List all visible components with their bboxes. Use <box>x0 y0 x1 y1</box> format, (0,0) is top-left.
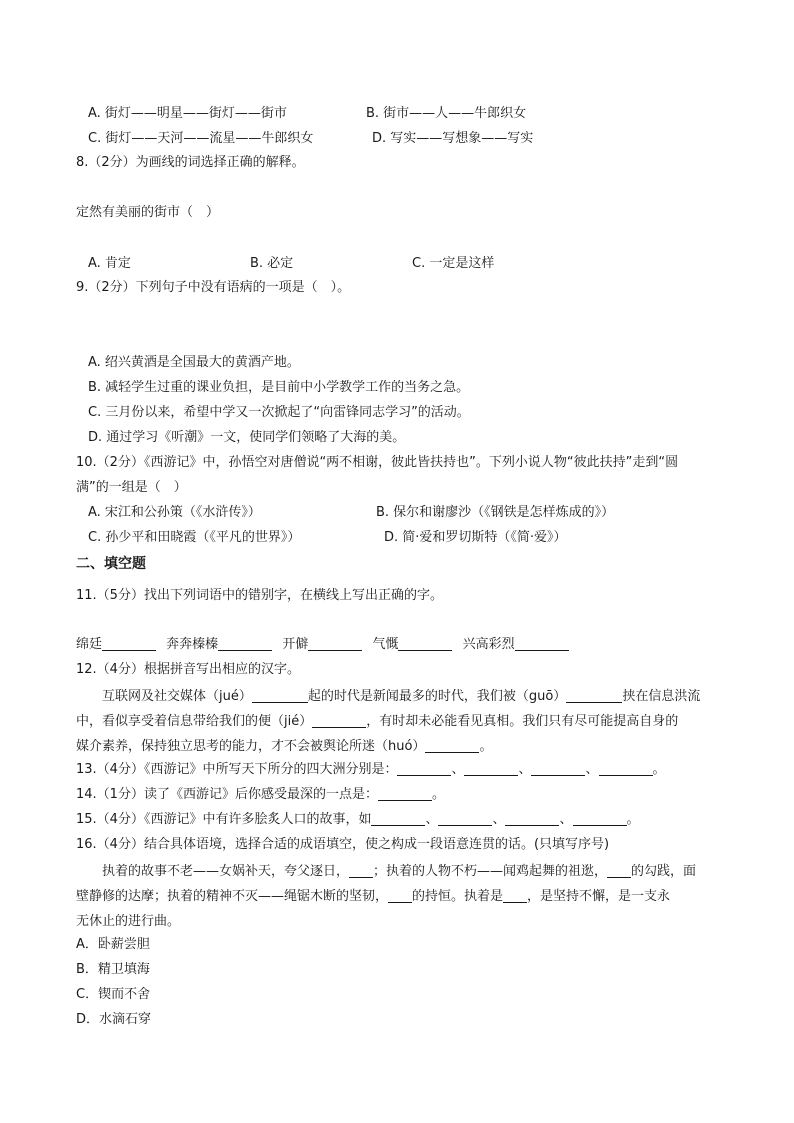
q12-blank-1[interactable] <box>252 688 308 703</box>
q16-blank-4[interactable] <box>503 888 527 903</box>
q12-passage <box>76 684 721 759</box>
q16-blank-1[interactable] <box>349 863 373 878</box>
q10-option-c: C. 孙少平和田晓霞（《平凡的世界》） <box>88 530 301 545</box>
q13-blank-2[interactable] <box>464 761 518 776</box>
q9-option-d: D. 通过学习《听潮》一文，使同学们领略了大海的美。 <box>88 430 406 445</box>
q12-text-5: ，有时却未必能看见真相。我们只有尽可能提高自身的 <box>366 714 679 729</box>
q9-option-b: B. 减轻学生过重的课业负担，是目前中小学教学工作的当务之急。 <box>88 380 470 395</box>
q11-blank-1[interactable] <box>102 636 156 651</box>
q13-sep-1: 、 <box>451 762 465 777</box>
q15-blank-2[interactable] <box>438 811 492 826</box>
q11-word-2: 奔奔榛榛 <box>166 637 219 652</box>
q15-heading: 15.（4分）《西游记》中有许多脍炙人口的故事，如 <box>76 812 372 827</box>
q16-option-c: C．锲而不舍 <box>76 987 151 1002</box>
q16-text-2a: 壁静修的达摩；执着的精神不灭——绳锯木断的坚韧， <box>76 889 389 904</box>
q8-sentence: 定然有美丽的街市（ ） <box>76 205 220 220</box>
q8-option-c: C. 一定是这样 <box>412 256 495 271</box>
q15-blank-3[interactable] <box>505 811 559 826</box>
q11-word-1: 绵廷 <box>76 637 103 652</box>
q8-option-b: B. 必定 <box>250 256 294 271</box>
q9-option-c: C. 三月份以来，希望中学又一次掀起了“向雷锋同志学习”的活动。 <box>88 405 470 420</box>
q12-text-6: 媒介素养，保持独立思考的能力，才不会被舆论所迷（huó） <box>76 739 426 754</box>
q16-text-1a: 执着的故事不老——女娲补天，夸父逐日， <box>102 864 350 879</box>
q16-text-1b: ；执着的人物不朽——闻鸡起舞的祖逖， <box>373 864 608 879</box>
q16-option-a: A．卧薪尝胆 <box>76 937 150 952</box>
q11-word-4: 气慨 <box>372 637 399 652</box>
q16-text-3: 无休止的进行曲。 <box>76 914 181 929</box>
q14-line <box>76 786 445 804</box>
q15-sep-1: 、 <box>425 812 439 827</box>
q7-option-b: B. 街市——人——牛郎织女 <box>366 106 527 121</box>
q9-option-a: A. 绍兴黄酒是全国最大的黄酒产地。 <box>88 355 300 370</box>
q16-passage <box>76 859 721 934</box>
q11-word-5: 兴高彩烈 <box>462 637 515 652</box>
q16-blank-2[interactable] <box>607 863 631 878</box>
q11-blank-2[interactable] <box>218 636 272 651</box>
q10-option-d: D. 简·爱和罗切斯特（《简·爱》） <box>384 530 567 545</box>
q13-sep-3: 、 <box>585 762 599 777</box>
q14-heading: 14.（1分）读了《西游记》后你感受最深的一点是： <box>76 787 378 802</box>
q13-blank-1[interactable] <box>397 761 451 776</box>
q12-text-4: 中，看似享受着信息带给我们的便（jié） <box>76 714 313 729</box>
q11-word-3: 开僻 <box>282 637 309 652</box>
q12-text-2: 起的时代是新闻最多的时代，我们被（guō） <box>307 689 567 704</box>
q16-text-2c: ，是坚持不懈，是一支永 <box>527 889 671 904</box>
q16-heading: 16.（4分）结合具体语境，选择合适的成语填空，使之构成一段语意连贯的话。(只填写序号) <box>76 837 610 852</box>
q13-blank-4[interactable] <box>599 761 653 776</box>
q13-end: 。 <box>652 762 666 777</box>
q11-heading: 11.（5分）找出下列词语中的错别字，在横线上写出正确的字。 <box>76 588 443 603</box>
q14-blank[interactable] <box>378 786 432 801</box>
q12-heading: 12.（4分）根据拼音写出相应的汉字。 <box>76 662 300 677</box>
q7-option-c: C. 街灯——天河——流星——牛郎织女 <box>88 131 314 146</box>
q10-heading-line1: 10.（2分）《西游记》中，孙悟空对唐僧说“两不相谢，彼此皆扶持也”。下列小说人物“彼此扶持”走到“圆 <box>76 455 679 470</box>
q13-sep-2: 、 <box>518 762 532 777</box>
q14-end: 。 <box>431 787 445 802</box>
q9-heading: 9.（2分）下列句子中没有语病的一项是（ ）。 <box>76 280 351 295</box>
q8-heading: 8.（2分）为画线的词选择正确的解释。 <box>76 155 305 170</box>
q16-blank-3[interactable] <box>388 888 412 903</box>
q11-words <box>76 636 569 654</box>
q7-option-d: D. 写实——写想象——写实 <box>372 131 534 146</box>
q12-blank-4[interactable] <box>425 738 479 753</box>
q12-blank-2[interactable] <box>566 688 622 703</box>
section-title: 二、填空题 <box>76 556 146 572</box>
q12-text-3: 挟在信息洪流 <box>622 689 701 704</box>
q11-blank-5[interactable] <box>515 636 569 651</box>
q16-text-2b: 的持恒。执着是 <box>412 889 504 904</box>
q16-option-d: D．水滴石穿 <box>76 1012 152 1027</box>
q13-heading: 13.（4分）《西游记》中所写天下所分的四大洲分别是： <box>76 762 398 777</box>
q10-heading-line2: 满”的一组是（ ） <box>76 480 187 495</box>
q11-blank-4[interactable] <box>398 636 452 651</box>
q15-end: 。 <box>626 812 640 827</box>
q12-text-7: 。 <box>479 739 493 754</box>
q13-line <box>76 761 666 779</box>
q12-text-1: 互联网及社交媒体（jué） <box>102 689 252 704</box>
q7-option-a: A. 街灯——明星——街灯——街市 <box>88 106 287 121</box>
q13-blank-3[interactable] <box>531 761 585 776</box>
q15-blank-4[interactable] <box>573 811 627 826</box>
q15-blank-1[interactable] <box>371 811 425 826</box>
q15-line <box>76 811 640 829</box>
q15-sep-3: 、 <box>559 812 573 827</box>
q11-blank-3[interactable] <box>308 636 362 651</box>
q15-sep-2: 、 <box>492 812 506 827</box>
q12-blank-3[interactable] <box>312 713 366 728</box>
q10-option-b: B. 保尔和谢廖沙（《钢铁是怎样炼成的》） <box>376 505 615 520</box>
q16-option-b: B．精卫填海 <box>76 962 150 977</box>
q16-text-1c: 的勾践，面 <box>631 864 697 879</box>
q8-option-a: A. 肯定 <box>88 256 131 271</box>
q10-option-a: A. 宋江和公孙策（《水浒传》） <box>88 505 261 520</box>
